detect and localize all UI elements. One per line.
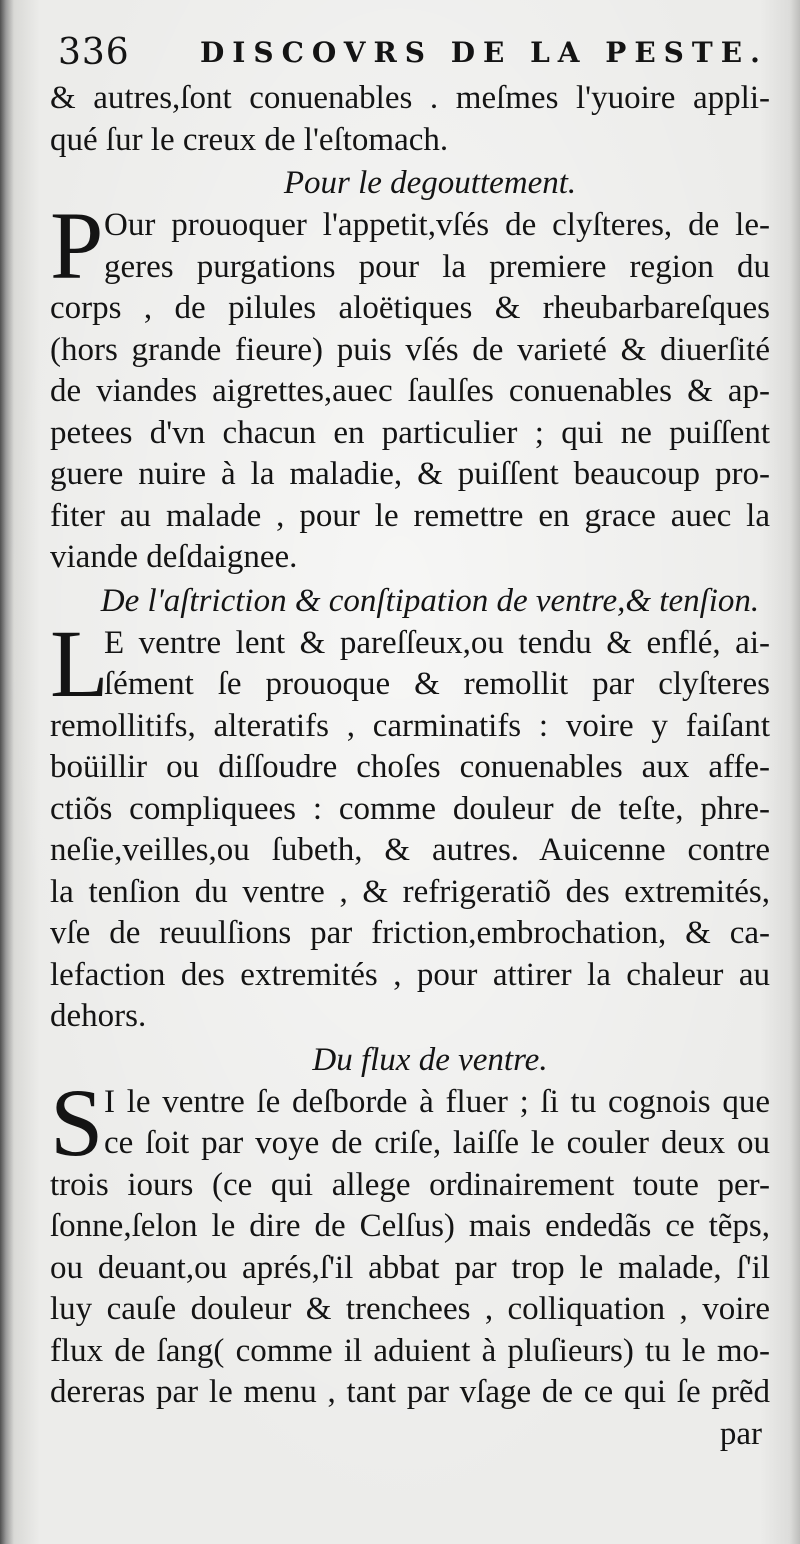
text-line: de viandes aigrettes,auec ſaulſes conuenables & ap-	[50, 373, 770, 409]
text-line: geres purgations pour la premiere region du	[104, 248, 770, 285]
text-line: ce ſoit par voye de criſe, laiſſe le couler deux ou	[104, 1125, 770, 1161]
text-line: petees d'vn chacun en particulier ; qui ne puiſſent	[50, 414, 770, 451]
text-line: dehors.	[50, 998, 147, 1034]
page-number: 336	[58, 32, 130, 73]
text-body	[50, 78, 770, 1455]
paragraph	[50, 609, 770, 1038]
text-line: corps , de pilules aloëtiques & rheubarbareſques	[50, 290, 770, 326]
drop-cap: P	[50, 192, 104, 299]
text-line: Our prouoquer l'appetit,vſés de clyſteres, de le-	[104, 207, 770, 243]
section-heading: Du flux de ventre.	[312, 1041, 548, 1078]
text-line: dereras par le menu , tant par vſage de ce qui ſe prẽd	[50, 1374, 770, 1410]
text-line: ou deuant,ou aprés,ſ'il abbat par trop le malade, ſ'il	[50, 1249, 770, 1286]
text-line: trois iours (ce qui allege ordinairement toute per-	[50, 1166, 770, 1203]
text-line: la tenſion du ventre , & refrigeratiõ des extremités,	[50, 873, 770, 910]
text-line: vſe de reuulſions par friction,embrochation, & ca-	[50, 915, 770, 951]
text-line: fiter au malade , pour le remettre en grace auec la	[50, 497, 770, 534]
text-line: ſonne,ſelon le dire de Celſus) mais endedãs ce tẽps,	[50, 1208, 770, 1244]
text-line: (hors grande fieure) puis vſés de varieté & diuerſité	[50, 331, 770, 368]
text-line: ctiõs compliquees : comme douleur de teſte, phre-	[50, 790, 770, 827]
running-title: DISCOVRS DE LA PESTE.	[200, 36, 768, 69]
drop-cap: S	[50, 1068, 104, 1176]
paragraph	[50, 192, 770, 579]
text-line: ſément ſe prouoque & remollit par clyſteres	[104, 666, 770, 702]
text-line: viande deſdaignee.	[50, 539, 298, 575]
paragraph	[50, 1068, 770, 1414]
text-line: E ventre lent & pareſſeux,ou tendu & enflé, ai-	[104, 624, 770, 661]
text-line: guere nuire à la maladie, & puiſſent beaucoup pro-	[50, 456, 770, 492]
catchword: par	[719, 1415, 762, 1452]
text-line: boüillir ou diſſoudre choſes conuenables aux affe-	[50, 749, 770, 785]
drop-cap: L	[50, 609, 109, 717]
text-line: I le ventre ſe deſborde à fluer ; ſi tu cognois que	[104, 1083, 770, 1120]
text-line: & autres,ſont conuenables . meſmes l'yuoire appli-	[50, 80, 770, 116]
text-line: luy cauſe douleur & trenchees , colliquation , voire	[50, 1291, 770, 1327]
text-line: neſie,veilles,ou ſubeth, & autres. Auicenne contre	[50, 832, 770, 868]
text-line: lefaction des extremités , pour attirer la chaleur au	[50, 956, 770, 993]
section-heading: Pour le degouttement.	[283, 165, 577, 201]
text-line: flux de ſang( comme il aduient à pluſieurs) tu le mo-	[50, 1332, 770, 1369]
section-heading: De l'aſtriction & conſtipation de ventre,& tenſion.	[100, 582, 760, 619]
text-line: remollitifs, alteratifs , carminatifs : voire y faiſant	[50, 707, 770, 744]
text-line: qué ſur le creux de l'eſtomach.	[50, 121, 449, 158]
page-header	[58, 28, 778, 78]
